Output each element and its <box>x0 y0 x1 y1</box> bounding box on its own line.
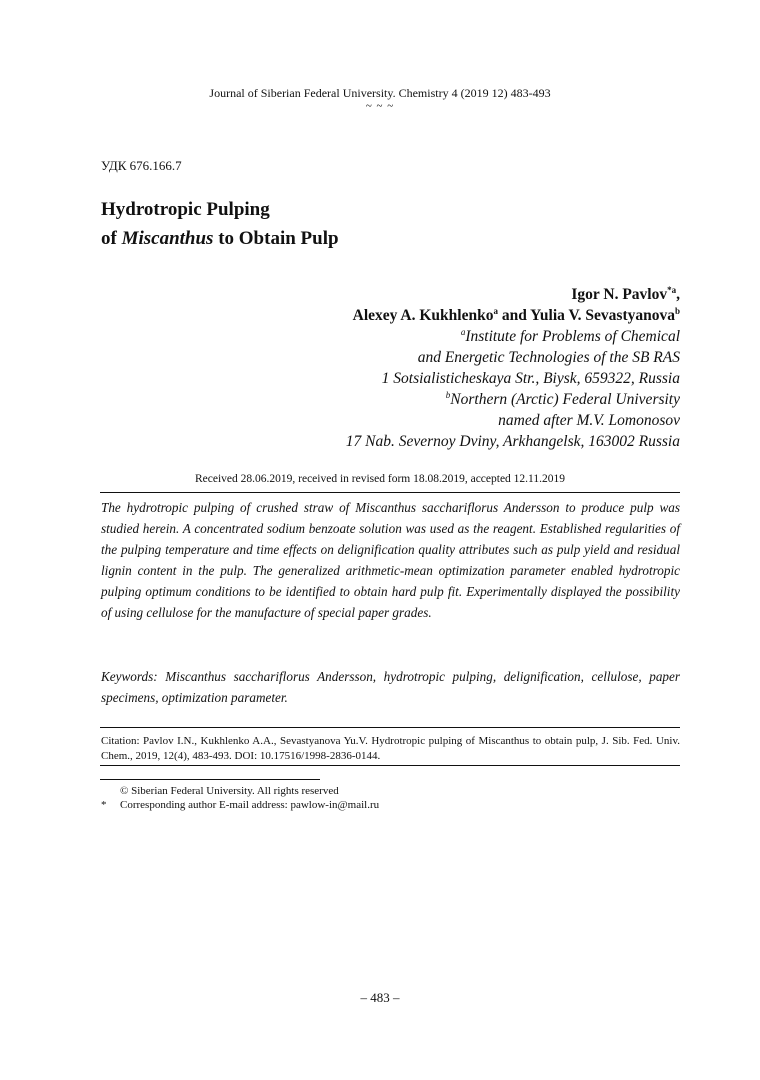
abstract-top-rule <box>100 492 680 493</box>
header-ornament: ~ ~ ~ <box>365 100 395 112</box>
journal-header: Journal of Siberian Federal University. Chemistry 4 (2019 12) 483-493 <box>209 86 551 100</box>
author-2: Alexey A. Kukhlenko <box>352 307 494 324</box>
affiliation-a-mark: a <box>460 327 466 337</box>
footnote-copyright <box>101 784 379 798</box>
affiliation-a-line-2: and Energetic Technologies of the SB RAS <box>417 349 680 366</box>
author-1-tail: , <box>676 286 680 303</box>
title-line-2-prefix: of <box>101 228 122 249</box>
footnote-rule <box>100 779 320 780</box>
citation-bottom-rule <box>100 765 680 766</box>
authors-block <box>120 284 680 452</box>
keywords: Keywords: Miscanthus sacchariflorus Andersson, hydrotropic pulping, delignification, cellulose, paper specimens, optimization parameter. <box>101 669 680 705</box>
affiliation-a-line-3: 1 Sotsialisticheskaya Str., Biysk, 659322, Russia <box>381 370 680 387</box>
page-number: – 483 – <box>360 990 400 1005</box>
author-1-sup: *a <box>667 285 677 295</box>
received-dates: Received 28.06.2019, received in revised form 18.08.2019, accepted 12.11.2019 <box>194 473 566 485</box>
affiliation-b-line-3: 17 Nab. Severnoy Dviny, Arkhangelsk, 163002 Russia <box>345 433 680 450</box>
copyright-text: © Siberian Federal University. All rights reserved <box>120 785 339 797</box>
affiliation-a-line-1 <box>120 326 680 347</box>
author-line-2 <box>120 305 680 326</box>
title-line-2-suffix: to Obtain Pulp <box>213 228 339 249</box>
title-line-2 <box>101 224 339 253</box>
affiliation-b-line-2: named after M.V. Lomonosov <box>498 412 680 429</box>
footnotes <box>101 784 379 812</box>
author-connector: and <box>497 307 531 324</box>
affiliation-a-text-1: Institute for Problems of Chemical <box>465 328 680 345</box>
author-3-sup: b <box>674 306 680 316</box>
footnote-corresponding <box>101 798 379 812</box>
corresponding-author-text: Corresponding author E-mail address: pawlow-in@mail.ru <box>120 799 380 811</box>
udc-code: УДК 676.166.7 <box>101 158 182 173</box>
citation-top-rule <box>100 727 680 728</box>
author-3: Yulia V. Sevastyanova <box>530 307 675 324</box>
affiliation-b-text-1: Northern (Arctic) Federal University <box>450 391 680 408</box>
abstract: The hydrotropic pulping of crushed straw of Miscanthus sacchariflorus Andersson to produce pulp was studied herein. A concentrated sodium benzoate solution was used as the reagent. Established regularities of the pulping temperature and time effects on delignification quality attributes such as pulp yield and residual lignin content in the pulp. The generalized arithmetic-mean optimization parameter enabled hydrotropic pulping optimum conditions to be identified to obtain hard pulp fit. Experimentally displayed the possibility of using cellulose for the manufacture of special paper grades. <box>101 500 680 620</box>
author-1: Igor N. Pavlov <box>571 286 668 303</box>
author-line-1 <box>120 284 680 305</box>
author-2-sup: a <box>493 306 498 316</box>
citation: Citation: Pavlov I.N., Kukhlenko A.A., Sevastyanova Yu.V. Hydrotropic pulping of Miscanthus to obtain pulp, J. Sib. Fed. Univ. Chem., 2019, 12(4), 483-493. DOI: 10.17516/1998-2836-0144. <box>101 735 680 762</box>
title-italic-word: Miscanthus <box>121 228 214 249</box>
paper-title <box>101 195 339 253</box>
title-line-1: Hydrotropic Pulping <box>101 199 270 220</box>
affiliation-b-line-1 <box>120 389 680 410</box>
footnote-asterisk: * <box>101 799 107 811</box>
affiliation-b-mark: b <box>445 390 451 400</box>
